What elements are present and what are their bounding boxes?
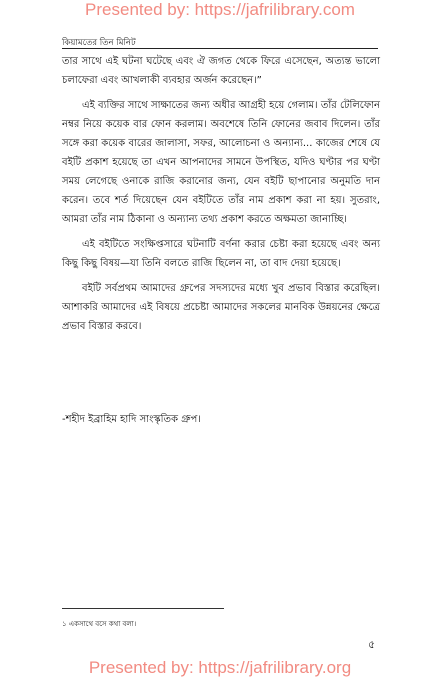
page-number: ৫ [368,638,376,651]
running-head: কিয়ামতের তিন মিনিট [62,38,136,48]
paragraph-meeting: এই ব্যক্তির সাথে সাক্ষাতের জন্য অধীর আগ্রহী হয়ে গেলাম। তাঁর টেলিফোন নম্বর নিয়ে কয়েক বার ফোন করলাম। অবশেষে তিনি ফোনের জবাব দিলেন। তাঁর সঙ্গে করা কয়েক বারের জালাসা, সফর, আলোচনা ও অন্যান্য... কাজের শেষে যে বইটি প্রকাশ হয়েছে তা এখন আপনাদের সামনে উপস্থিত, যদিও ঘণ্টার পর ঘণ্টা সময় লেগেছে ওনাকে রাজি করানোর জন্য, যেন বইটি ছাপানোর অনুমতি দান করেন। তবে শর্ত দিয়েছেন যেন বইটিতে তাঁর নাম প্রকাশ করা না হয়। সুতরাং, আমরা তাঁর নাম ঠিকানা ও অন্যান্য তথ্য প্রকাশ করতে অক্ষমতা জানাচ্ছি। [62,100,380,225]
paragraph-impact: বইটি সর্বপ্রথম আমাদের গ্রুপের সদস্যদের মধ্যে খুব প্রভাব বিস্তার করেছিল। আশাকরি আমাদের এই বিষয়ে প্রচেষ্টা আমাদের সকলের মানবিক উন্নয়নের ক্ষেত্রে প্রভাব বিস্তার করবে। [62,283,380,332]
paragraph-continuation: তার সাথে এই ঘটনা ঘটেছে এবং ঐ জগত থেকে ফিরে এসেছেন, অত্যন্ত ভালো চলাফেরা এবং আখলাকী ব্যবহার অর্জন করেছেন।” [62,56,380,86]
paragraph-summary: এই বইটিতে সংক্ষিপ্তসারে ঘটনাটি বর্ণনা করার চেষ্টা করা হয়েছে এবং অন্য কিছু কিছু বিষয়—যা তিনি বলতে রাজি ছিলেন না, তা বাদ দেয়া হয়েছে। [62,239,380,269]
footnote: ১ একসাথে বসে কথা বলা। [62,620,137,628]
footnote-rule [62,608,224,609]
body-text [62,52,380,342]
header-rule [62,48,378,49]
watermark-top: Presented by: https://jafrilibrary.com [85,0,355,19]
watermark-bottom: Presented by: https://jafrilibrary.org [88,658,352,677]
signature: -শহীদ ইব্রাহিম হাদি সাংস্কৃতিক গ্রুপ। [62,414,201,425]
